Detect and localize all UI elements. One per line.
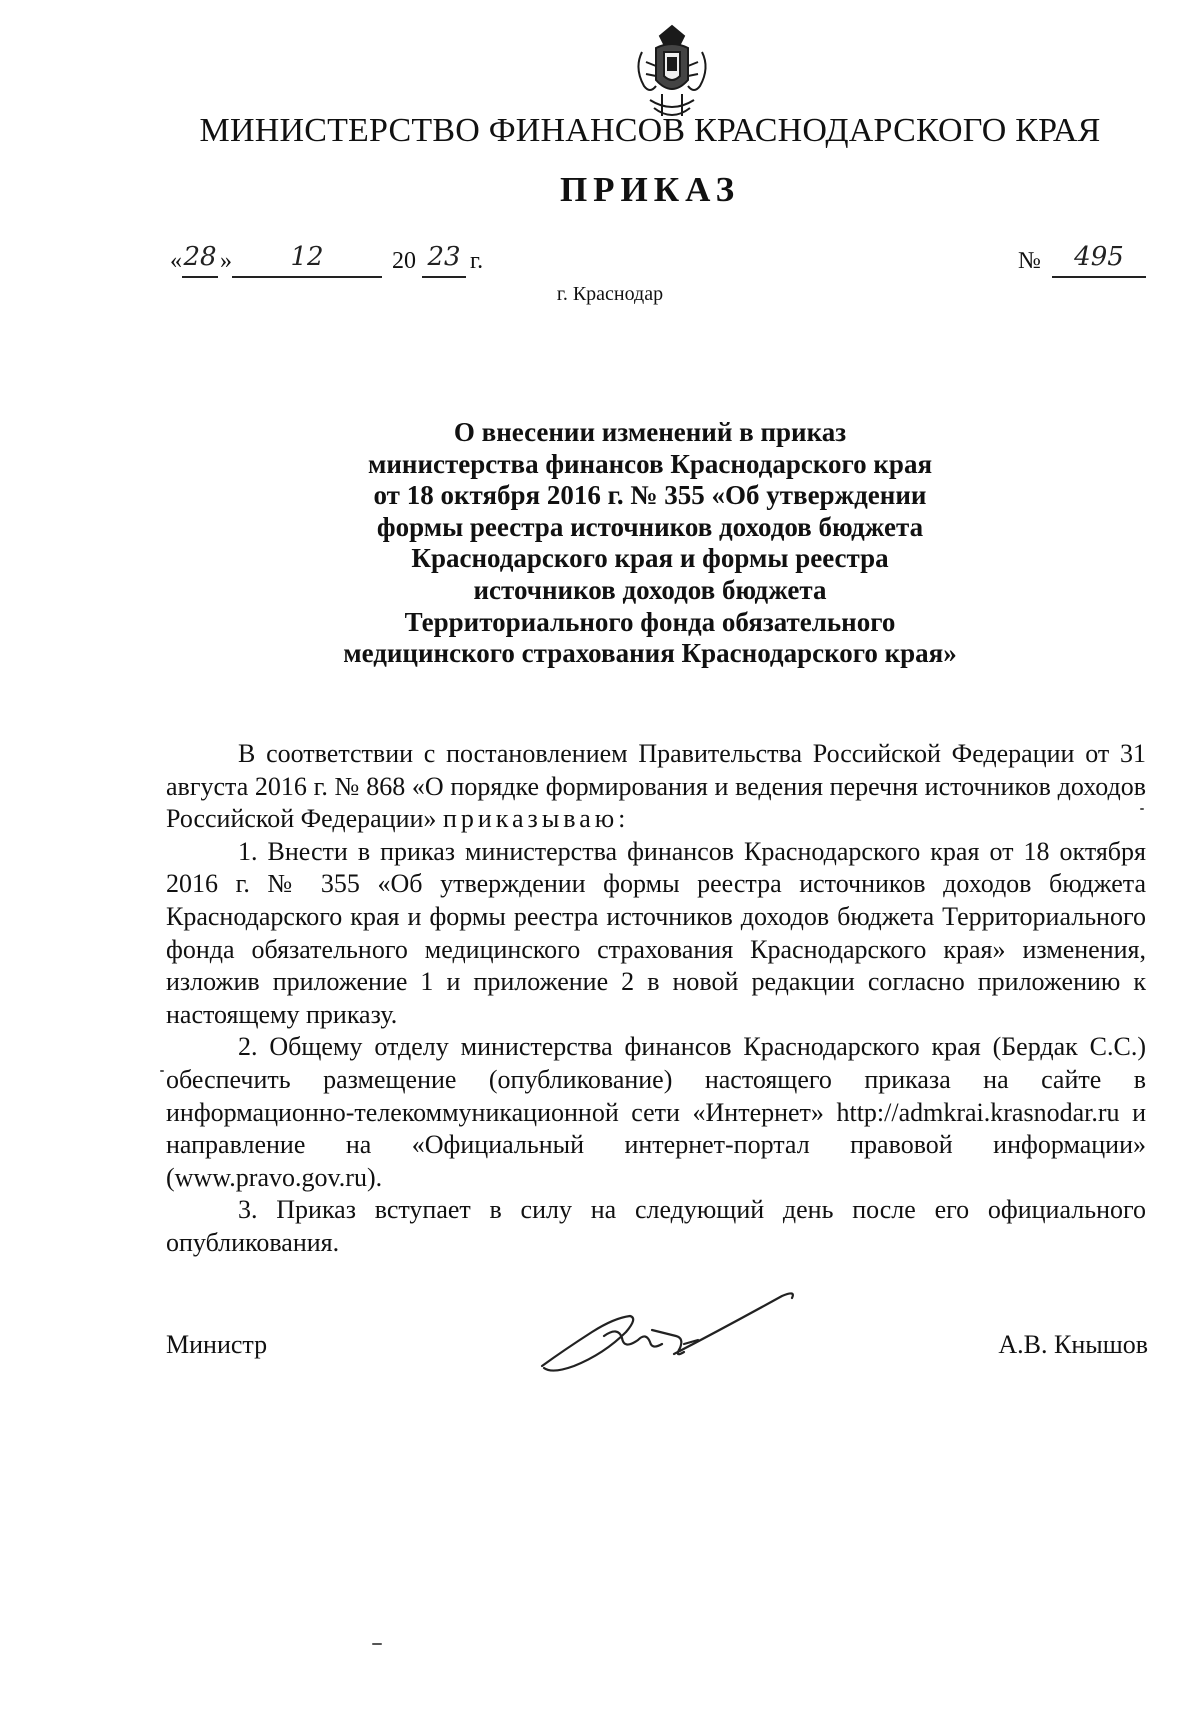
year-underline bbox=[422, 276, 466, 278]
coat-of-arms-icon bbox=[630, 22, 714, 126]
title-line: министерства финансов Краснодарского края bbox=[367, 448, 933, 479]
title-line: формы реестра источников доходов бюджета bbox=[376, 511, 924, 542]
signature-block bbox=[166, 1330, 1148, 1390]
item-1-paragraph: 1. Внести в приказ министерства финансов Краснодарского края от 18 октября 2016 г. № 355 «Об утверждении формы реестра источников доходов бюджета Краснодарского края и формы реестра источников доходов бюджета Территориального фонда обязательного медицинского страхования Краснодарского края» изменения, изложив приложение 1 и приложение 2 в новой редакции согласно приложению к настоящему приказу. bbox=[166, 836, 1146, 1029]
number-underline bbox=[1052, 276, 1146, 278]
date-month: 12 bbox=[290, 242, 324, 272]
day-underline bbox=[182, 276, 218, 278]
date-day: 28 bbox=[183, 242, 217, 272]
order-number: 495 bbox=[1074, 242, 1124, 272]
date-year-mark: г. bbox=[470, 248, 484, 274]
date-number-line bbox=[170, 242, 1150, 282]
date-year-suffix: 23 bbox=[427, 242, 461, 272]
title-line: медицинского страхования Краснодарского края» bbox=[343, 638, 957, 669]
scan-speck bbox=[1140, 808, 1144, 810]
document-type: ПРИКАЗ bbox=[559, 170, 741, 209]
signer-position: Министр bbox=[166, 1330, 268, 1359]
title-line: от 18 октября 2016 г. № 355 «Об утверждении bbox=[373, 480, 927, 511]
scan-speck bbox=[372, 1643, 382, 1645]
date-year-prefix: 20 bbox=[392, 248, 416, 274]
title-line: Краснодарского края и формы реестра bbox=[411, 543, 889, 574]
item-3-paragraph: 3. Приказ вступает в силу на следующий день после его официального опубликования. bbox=[166, 1195, 1146, 1257]
order-word: приказываю: bbox=[442, 804, 630, 834]
date-close-quote: » bbox=[220, 248, 232, 274]
document-title bbox=[200, 417, 1100, 670]
document-body bbox=[166, 738, 1146, 1260]
preamble-text: В соответствии с постановлением Правительства Российской Федерации от 31 августа 2016 г. № 868 «О порядке формирования и ведения перечня источников доходов Российской Федерации» bbox=[166, 739, 1146, 834]
title-line: Территориального фонда обязательного bbox=[404, 606, 896, 637]
handwritten-signature bbox=[534, 1288, 814, 1388]
item-2-paragraph: 2. Общему отделу министерства финансов Краснодарского края (Бердак С.С.) обеспечить размещение (опубликование) настоящего приказа на сайте в информационно-телекоммуникационной сети «Интернет» http://admkrai.krasnodar.ru и направление на «Официальный интернет-портал правовой информации» (www.pravo.gov.ru). bbox=[166, 1032, 1146, 1192]
signer-name: А.В. Кнышов bbox=[998, 1330, 1148, 1359]
date-open-quote: « bbox=[170, 248, 182, 274]
city-label: г. Краснодар bbox=[556, 283, 664, 305]
scan-speck bbox=[160, 1070, 164, 1072]
title-line: О внесении изменений в приказ bbox=[453, 417, 847, 447]
month-underline bbox=[232, 276, 382, 278]
title-line: источников доходов бюджета bbox=[473, 574, 827, 605]
number-label: № bbox=[1018, 248, 1041, 274]
ministry-name: МИНИСТЕРСТВО ФИНАНСОВ КРАСНОДАРСКОГО КРАЯ bbox=[199, 112, 1101, 149]
preamble-paragraph bbox=[166, 738, 1146, 836]
